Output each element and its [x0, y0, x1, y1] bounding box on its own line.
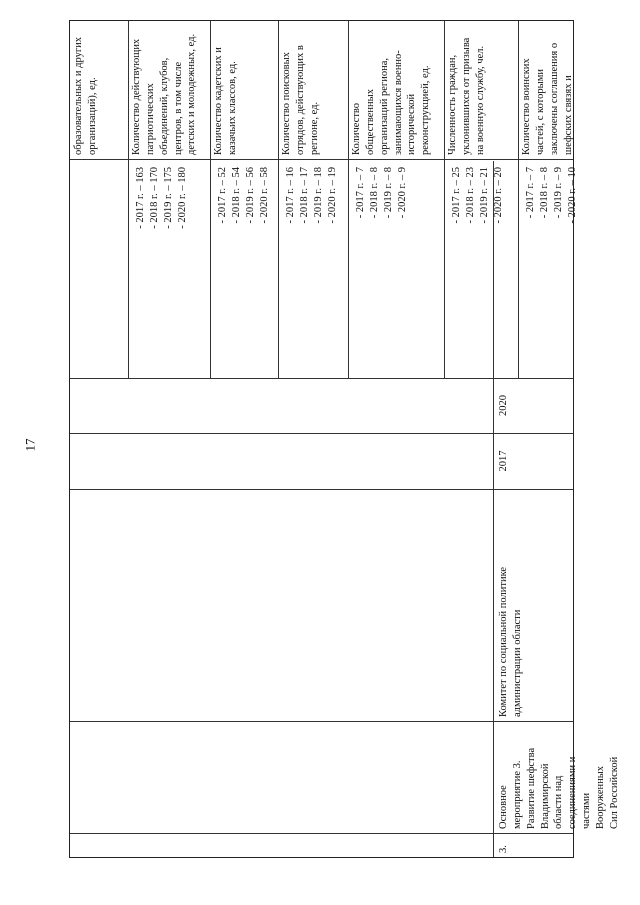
- indicator-label: Количество кадетских и казачьих классов, ед.: [213, 47, 238, 155]
- indicator-label: Количество действующих патриотических объединений, клубов, центров, в том числе детских и молодежных, ед.: [131, 33, 198, 155]
- executor: Комитет по социальной политике администрации области: [498, 566, 523, 717]
- indicator-values: - 2017 г. – 163 - 2018 г. – 170 - 2019 г. – 175 - 2020 г. – 180: [135, 167, 188, 229]
- indicator-label: образовательных и других организаций), ед.: [73, 37, 98, 155]
- page-number: 17: [22, 438, 38, 452]
- measure-name: Основное мероприятие 3. Развитие шефства Владимирской области над соединениями и частями Вооруженных Сил Российской: [498, 747, 620, 829]
- indicator-values: - 2017 г. – 7 - 2018 г. – 8 - 2019 г. – 8 - 2020 г. – 9: [355, 167, 408, 219]
- indicator-values: [70, 159, 128, 378]
- indicator-values: - 2017 г. – 16 - 2018 г. – 17 - 2019 г. – 18 - 2020 г. – 19: [285, 167, 338, 224]
- indicator-values: - 2017 г. – 25 - 2018 г. – 23 - 2019 г. – 21 - 2020 г. – 20: [451, 167, 504, 224]
- indicator-label: Количество воинских частей, с которыми заключены соглашения о шефских связях и: [521, 42, 574, 155]
- indicator-label: Численность граждан, уклонившихся от призыва на военную службу, чел.: [447, 37, 486, 155]
- indicator-label: Количество поисковых отрядов, действующих в регионе, ед.: [281, 45, 320, 155]
- row-divider: [493, 378, 494, 833]
- program-table: [69, 20, 620, 858]
- indicator-label: Количество общественных организаций региона, занимающихся военно- исторической реконструкцией, ед.: [351, 50, 432, 155]
- end-year: 2020: [498, 395, 509, 416]
- start-year: 2017: [498, 450, 509, 472]
- indicator-values: - 2017 г. – 7 - 2018 г. – 8 - 2019 г. – 9 - 2020 г. – 10: [525, 167, 578, 224]
- indicator-values: - 2017 г. – 52 - 2018 г. – 54 - 2019 г. – 56 - 2020 г. – 58: [217, 167, 270, 224]
- row-number: 3.: [498, 845, 509, 853]
